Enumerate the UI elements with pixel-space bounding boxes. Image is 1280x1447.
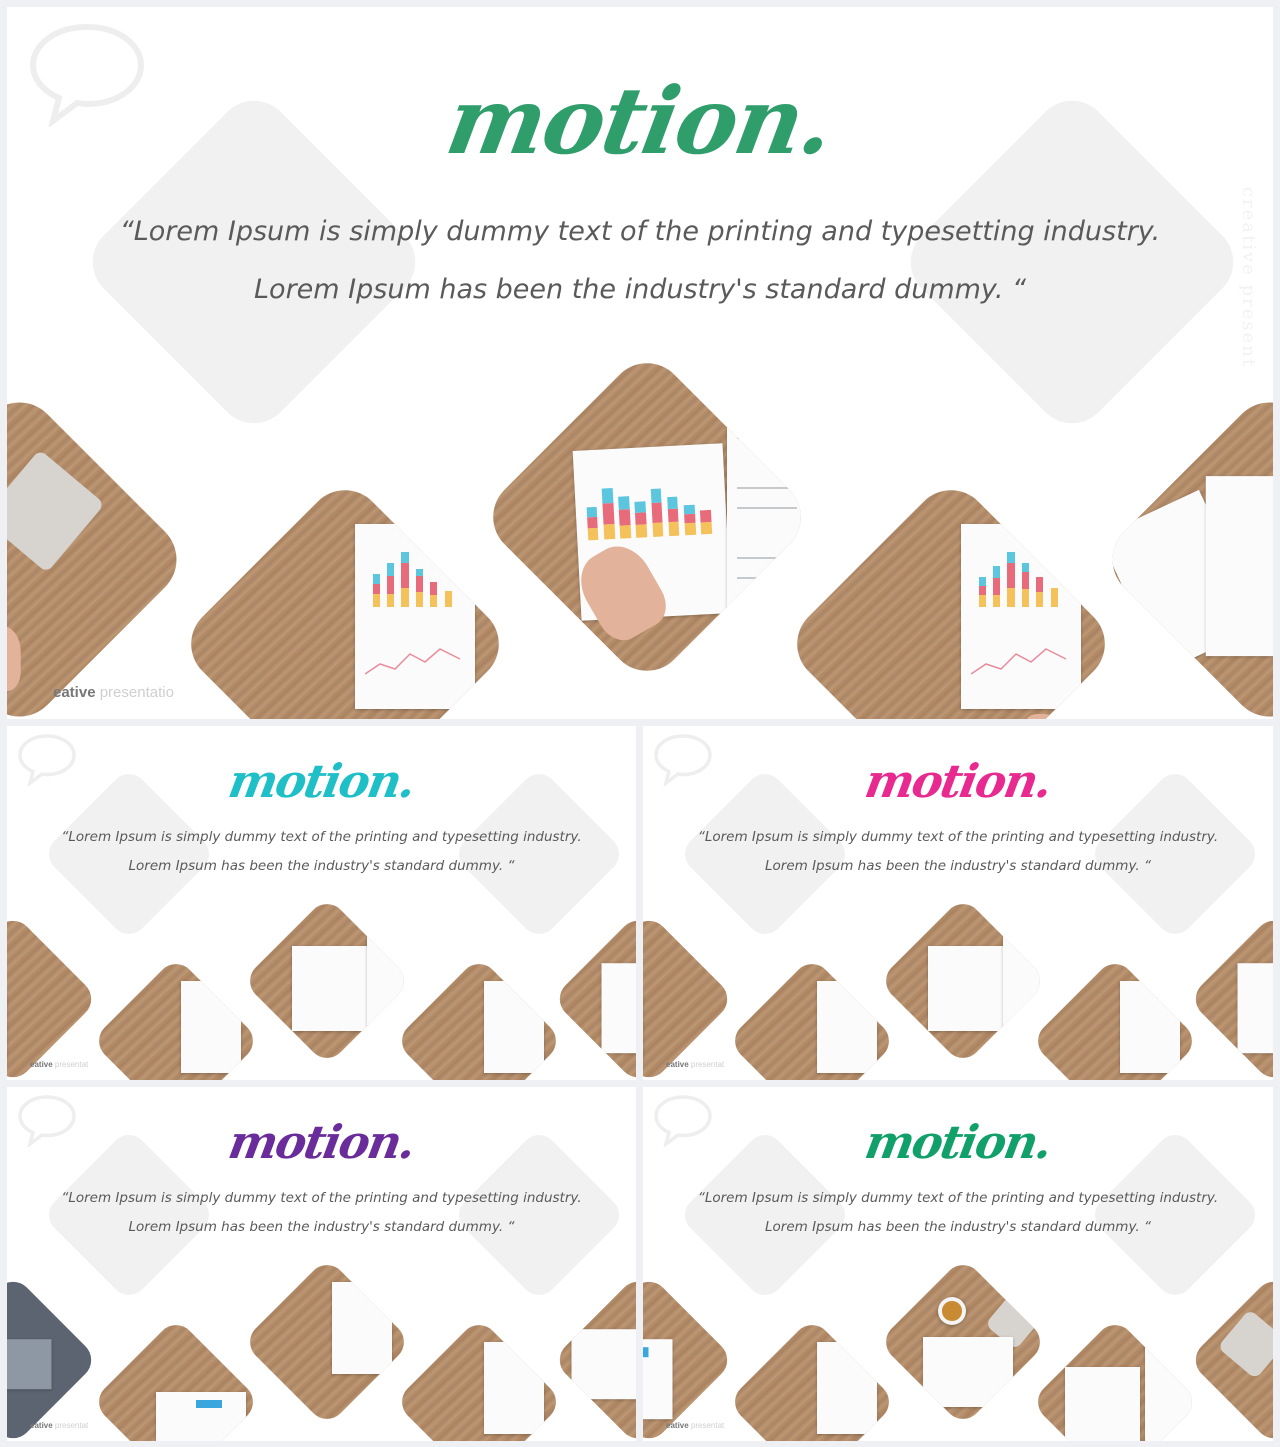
slide-thumbnail-cyan[interactable] (7, 726, 636, 1080)
quote-line-1: “Lorem Ipsum is simply dummy text of the printing and typesetting industry. (61, 829, 582, 845)
brand-watermark: eative presentatio (53, 684, 174, 701)
photo-tile (175, 474, 514, 719)
photo-tile (643, 913, 735, 1080)
slide-thumbnail-pink[interactable] (643, 726, 1273, 1080)
photo-tile (1188, 1274, 1273, 1441)
photo-tile (7, 386, 193, 719)
quote-line-1: “Lorem Ipsum is simply dummy text of the printing and typesetting industry. (697, 1190, 1219, 1206)
photo-tile (242, 896, 412, 1066)
slide-quote (643, 1184, 1273, 1242)
photo-tile (7, 913, 99, 1080)
photo-tile (878, 896, 1048, 1066)
photo-tile (1030, 1317, 1200, 1441)
slide-title: motion. (224, 754, 419, 808)
photo-tile (1188, 913, 1273, 1080)
photo-tile (394, 1317, 564, 1441)
slide-quote (7, 203, 1273, 319)
quote-line-2: Lorem Ipsum has been the industry's standard dummy. “ (254, 274, 1026, 305)
photo-tile (781, 474, 1120, 719)
photo-tile (643, 1274, 735, 1441)
brand-watermark: eative presentat (666, 1421, 725, 1430)
slide-main (7, 7, 1273, 719)
photo-tile (1030, 956, 1200, 1080)
slide-quote (643, 823, 1273, 881)
photo-tile (727, 1317, 897, 1441)
photo-tile (7, 1274, 99, 1441)
quote-line-2: Lorem Ipsum has been the industry's standard dummy. “ (128, 1219, 515, 1235)
brand-watermark: eative presentat (666, 1060, 725, 1069)
vertical-watermark: creative present (1238, 187, 1259, 369)
slide-thumbnail-purple[interactable] (7, 1087, 636, 1441)
photo-tile (552, 913, 636, 1080)
photo-tile (477, 347, 816, 686)
quote-line-1: “Lorem Ipsum is simply dummy text of the printing and typesetting industry. (697, 829, 1219, 845)
photo-tile (91, 956, 261, 1080)
quote-line-2: Lorem Ipsum has been the industry's standard dummy. “ (128, 858, 515, 874)
slide-quote (7, 1184, 636, 1242)
photo-tile (1096, 386, 1273, 719)
slide-thumbnail-green[interactable] (643, 1087, 1273, 1441)
photo-tile (727, 956, 897, 1080)
quote-line-2: Lorem Ipsum has been the industry's standard dummy. “ (765, 1219, 1151, 1235)
quote-line-1: “Lorem Ipsum is simply dummy text of the printing and typesetting industry. (61, 1190, 582, 1206)
slide-title: motion. (861, 1115, 1055, 1169)
brand-watermark: eative presentat (30, 1060, 89, 1069)
photo-tile (552, 1274, 636, 1441)
photo-tile (394, 956, 564, 1080)
photo-tile (242, 1257, 412, 1427)
slide-title: motion. (224, 1115, 419, 1169)
brand-watermark: eative presentat (30, 1421, 89, 1430)
quote-line-1: “Lorem Ipsum is simply dummy text of the printing and typesetting industry. (119, 216, 1161, 247)
slide-title: motion. (439, 67, 841, 175)
photo-tile (878, 1257, 1048, 1427)
slide-quote (7, 823, 636, 881)
quote-line-2: Lorem Ipsum has been the industry's standard dummy. “ (765, 858, 1151, 874)
photo-tile (91, 1317, 261, 1441)
slide-title: motion. (861, 754, 1055, 808)
